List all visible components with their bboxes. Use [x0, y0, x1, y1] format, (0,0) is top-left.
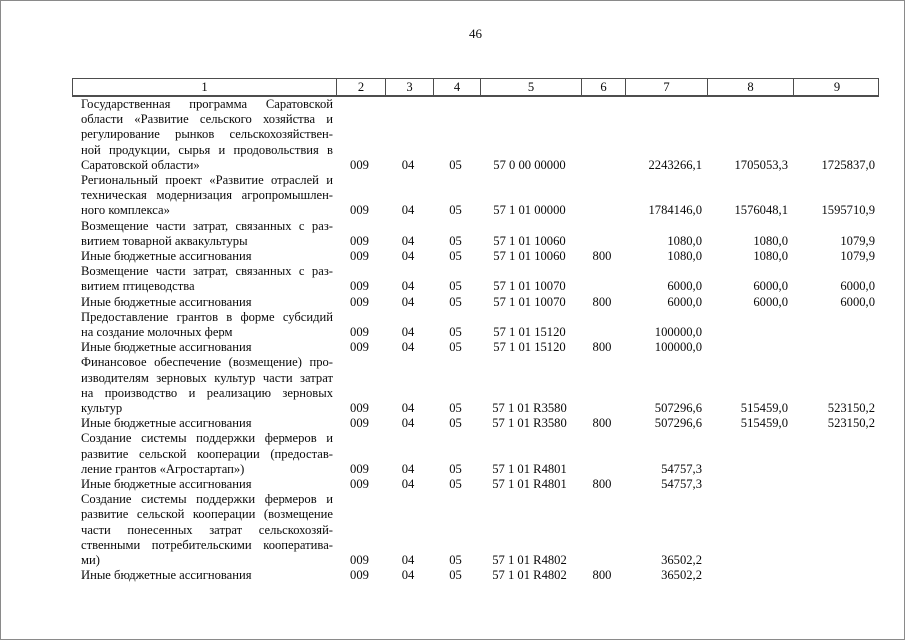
row-col6: 800: [592, 416, 612, 431]
table-row: [72, 249, 879, 264]
row-name: [72, 568, 335, 583]
row-col8: 515459,0: [740, 401, 788, 416]
row-col5: 57 1 01 R3580: [492, 401, 567, 416]
row-name-line: регулирование рынков сельскохозяйствен-: [81, 127, 333, 142]
row-col4: 05: [449, 568, 462, 583]
row-col7: 507296,6: [654, 401, 702, 416]
header-cell-9: 9: [793, 79, 880, 95]
row-col3: 04: [401, 340, 415, 355]
header-cell-5: 5: [480, 79, 581, 95]
table-row: [72, 219, 879, 249]
row-col5: 57 1 01 R4801: [492, 461, 567, 476]
row-name: [72, 97, 335, 173]
row-col6: 800: [592, 340, 612, 355]
table-body: [72, 97, 879, 584]
row-name-line: Иные бюджетные ассигнования: [81, 294, 252, 309]
row-col7: 1080,0: [667, 233, 702, 248]
row-col6: 800: [592, 294, 612, 309]
row-col2: 009: [350, 294, 369, 309]
page-number: 46: [469, 26, 482, 41]
row-name-line: развитие сельской кооперации (возмещение: [81, 507, 333, 522]
row-name: [72, 310, 335, 340]
row-name-line: Иные бюджетные ассигнования: [81, 340, 252, 355]
row-col3: 04: [401, 279, 415, 294]
row-col8: 1080,0: [753, 233, 788, 248]
table-row: [72, 264, 879, 294]
table-row: [72, 477, 879, 492]
row-col5: 57 1 01 R3580: [492, 416, 567, 431]
row-name: [72, 355, 335, 416]
row-col6: 800: [592, 568, 612, 583]
row-name: [72, 431, 335, 477]
row-name: [72, 492, 335, 568]
header-cell-4: 4: [433, 79, 480, 95]
row-col9: 523150,2: [827, 416, 875, 431]
row-col5: 57 1 01 00000: [493, 203, 566, 218]
row-col3: 04: [401, 477, 415, 492]
row-col4: 05: [449, 279, 462, 294]
row-col3: 04: [401, 203, 415, 218]
header-cell-3: 3: [385, 79, 433, 95]
row-col3: 04: [401, 249, 415, 264]
row-col7: 100000,0: [654, 340, 702, 355]
row-name-line: Создание системы поддержки фермеров и: [81, 492, 333, 507]
row-col2: 009: [350, 461, 369, 476]
row-col4: 05: [449, 325, 462, 340]
row-name: [72, 416, 335, 431]
row-name-line: Государственная программа Саратовской: [81, 97, 333, 111]
row-col7: 54757,3: [661, 477, 702, 492]
row-name-line: Иные бюджетные ассигнования: [81, 416, 252, 431]
row-name-line: техническая модернизация агропромышлен-: [81, 188, 333, 203]
row-col4: 05: [449, 157, 462, 172]
row-name-line: витием птицеводства: [81, 279, 195, 294]
budget-table: [72, 78, 879, 584]
row-col3: 04: [401, 568, 415, 583]
row-col3: 04: [401, 416, 415, 431]
row-name-line: Иные бюджетные ассигнования: [81, 568, 252, 583]
row-name-line: Иные бюджетные ассигнования: [81, 249, 252, 264]
row-col3: 04: [401, 157, 415, 172]
row-col9: 6000,0: [840, 279, 875, 294]
table-row: [72, 431, 879, 477]
row-col2: 009: [350, 340, 369, 355]
row-name-line: ственными потребительскими кооператива-: [81, 537, 333, 552]
table-row: [72, 295, 879, 310]
row-name-line: Возмещение части затрат, связанных с раз-: [81, 218, 333, 233]
row-col7: 1784146,0: [648, 203, 702, 218]
row-col4: 05: [449, 477, 462, 492]
row-col7: 36502,2: [661, 568, 702, 583]
row-col4: 05: [449, 416, 462, 431]
row-col2: 009: [350, 325, 369, 340]
row-col9: 1079,9: [840, 233, 875, 248]
row-col8: 1080,0: [753, 249, 788, 264]
row-col3: 04: [401, 553, 415, 568]
row-col4: 05: [449, 249, 462, 264]
row-col2: 009: [350, 233, 369, 248]
row-col6: 800: [592, 249, 612, 264]
row-col8: 1705053,3: [734, 157, 788, 172]
row-col4: 05: [449, 294, 462, 309]
row-name-line: витием товарной аквакультуры: [81, 233, 248, 248]
table-row: [72, 97, 879, 173]
row-name: [72, 219, 335, 249]
row-name: [72, 264, 335, 294]
header-cell-6: 6: [581, 79, 625, 95]
row-col7: 100000,0: [654, 325, 702, 340]
row-name: [72, 477, 335, 492]
row-col9: 1725837,0: [821, 157, 875, 172]
row-name-line: Саратовской области»: [81, 157, 200, 172]
row-col3: 04: [401, 294, 415, 309]
row-name-line: Иные бюджетные ассигнования: [81, 477, 252, 492]
row-col3: 04: [401, 401, 415, 416]
table-row: [72, 416, 879, 431]
row-col8: 6000,0: [753, 279, 788, 294]
table-row: [72, 340, 879, 355]
row-col2: 009: [350, 416, 369, 431]
row-col2: 009: [350, 477, 369, 492]
header-cell-7: 7: [625, 79, 707, 95]
table-row: [72, 492, 879, 568]
row-col4: 05: [449, 340, 462, 355]
row-col8: 6000,0: [753, 294, 788, 309]
row-col2: 009: [350, 401, 369, 416]
row-col7: 507296,6: [654, 416, 702, 431]
row-name: [72, 173, 335, 219]
row-col3: 04: [401, 325, 415, 340]
row-name-line: Финансовое обеспечение (возмещение) про-: [81, 355, 333, 370]
row-col2: 009: [350, 249, 369, 264]
row-col7: 1080,0: [667, 249, 702, 264]
row-col5: 57 1 01 R4802: [492, 568, 567, 583]
row-name-line: ного комплекса»: [81, 203, 170, 218]
table-row: [72, 310, 879, 340]
row-col7: 6000,0: [667, 279, 702, 294]
row-col2: 009: [350, 568, 369, 583]
row-col4: 05: [449, 203, 462, 218]
row-name-line: области «Развитие сельского хозяйства и: [81, 112, 333, 127]
row-col5: 57 1 01 15120: [493, 340, 566, 355]
row-col7: 54757,3: [661, 461, 702, 476]
row-col4: 05: [449, 553, 462, 568]
row-name-line: Предоставление грантов в форме субсидий: [81, 309, 333, 324]
row-col6: 800: [592, 477, 612, 492]
row-name-line: Региональный проект «Развитие отраслей и: [81, 173, 333, 188]
header-cell-2: 2: [336, 79, 385, 95]
table-row: [72, 173, 879, 219]
row-name-line: изводителям зерновых культур части затрат: [81, 370, 333, 385]
row-col5: 57 0 00 00000: [493, 157, 566, 172]
row-name-line: ной продукции, сырья и продовольствия в: [81, 142, 333, 157]
row-col5: 57 1 01 10060: [493, 233, 566, 248]
row-name: [72, 249, 335, 264]
row-col2: 009: [350, 279, 369, 294]
row-col2: 009: [350, 553, 369, 568]
row-name: [72, 340, 335, 355]
row-name-line: культур: [81, 401, 123, 416]
row-col2: 009: [350, 203, 369, 218]
row-name-line: ми): [81, 553, 100, 568]
row-col4: 05: [449, 461, 462, 476]
row-name-line: на создание молочных ферм: [81, 325, 233, 340]
row-name-line: развитие сельской кооперации (предостав-: [81, 446, 333, 461]
header-cell-8: 8: [707, 79, 793, 95]
row-col7: 36502,2: [661, 553, 702, 568]
row-name: [72, 295, 335, 310]
row-name-line: части понесенных затрат сельскохозяй-: [81, 522, 333, 537]
row-col3: 04: [401, 233, 415, 248]
row-name-line: Возмещение части затрат, связанных с раз-: [81, 264, 333, 279]
row-col9: 1079,9: [840, 249, 875, 264]
row-col9: 523150,2: [827, 401, 875, 416]
row-col7: 2243266,1: [648, 157, 702, 172]
row-col3: 04: [401, 461, 415, 476]
row-col4: 05: [449, 233, 462, 248]
header-cell-1: 1: [201, 80, 208, 94]
row-col5: 57 1 01 10070: [493, 279, 566, 294]
row-name-line: Создание системы поддержки фермеров и: [81, 431, 333, 446]
table-row: [72, 355, 879, 416]
table-header-row: [72, 78, 879, 97]
row-col5: 57 1 01 R4802: [492, 553, 567, 568]
row-name-line: на производство и реализацию зерновых: [81, 385, 333, 400]
table-row: [72, 568, 879, 583]
row-col7: 6000,0: [667, 294, 702, 309]
row-name-line: ление грантов «Агростартап»): [81, 461, 245, 476]
row-col5: 57 1 01 R4801: [492, 477, 567, 492]
row-col2: 009: [350, 157, 369, 172]
row-col9: 6000,0: [840, 294, 875, 309]
row-col9: 1595710,9: [821, 203, 875, 218]
row-col8: 1576048,1: [734, 203, 788, 218]
row-col5: 57 1 01 10070: [493, 294, 566, 309]
row-col5: 57 1 01 15120: [493, 325, 566, 340]
row-col4: 05: [449, 401, 462, 416]
row-col5: 57 1 01 10060: [493, 249, 566, 264]
row-col8: 515459,0: [740, 416, 788, 431]
